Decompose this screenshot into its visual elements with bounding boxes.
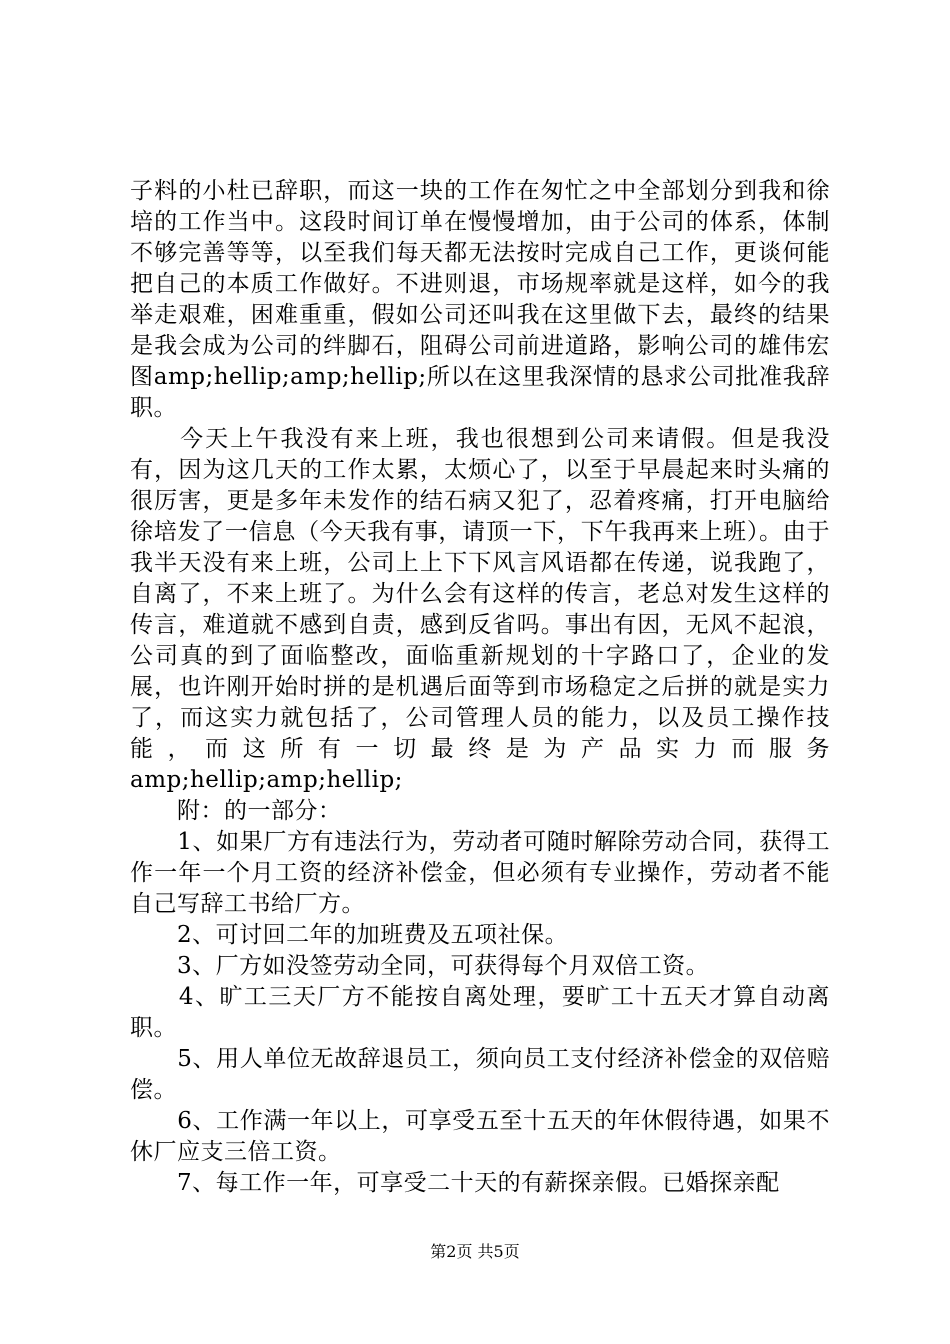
- paragraph-2: 今天上午我没有来上班，我也很想到公司来请假。但是我没有，因为这几天的工作太累，太烦心了，以至于早晨起来时头痛的很厉害，更是多年未发作的结石病又犯了，忍着疼痛，打开电脑给徐培发了一信息（今天我有事，请顶一下，下午我再来上班）。由于我半天没有来上班，公司上上下下风言风语都在传递，说我跑了，自离了，不来上班了。为什么会有这样的传言，老总对发生这样的传言，难道就不感到自责，感到反省吗。事出有因，无风不起浪，公司真的到了面临整改，面临重新规划的十字路口了，企业的发展，也许刚开始时拼的是机遇后面等到市场稳定之后拼的就是实力了，而这实力就包括了，公司管理人员的能力，以及员工操作技能，而这所有一切最终是为产品实力而服务amp;hellip;amp;hellip;: [130, 426, 830, 793]
- paragraph-appendix-heading: 附：的一部分：: [130, 798, 342, 824]
- list-item-4: 4、旷工三天厂方不能按自离处理，要旷工十五天才算自动离职。: [130, 984, 830, 1041]
- list-item-3: 3、厂方如没签劳动全同，可获得每个月双倍工资。: [130, 953, 710, 979]
- list-item-2: 2、可讨回二年的加班费及五项社保。: [130, 922, 569, 948]
- list-item-5: 5、用人单位无故辞退员工，须向员工支付经济补偿金的双倍赔偿。: [130, 1046, 830, 1103]
- paragraph-1: 子料的小杜已辞职，而这一块的工作在匆忙之中全部划分到我和徐培的工作当中。这段时间订单在慢慢增加，由于公司的体系，体制不够完善等等，以至我们每天都无法按时完成自己工作，更谈何能把自己的本质工作做好。不进则退，市场规率就是这样，如今的我举走艰难，困难重重，假如公司还叫我在这里做下去，最终的结果是我会成为公司的绊脚石，阻碍公司前进道路，影响公司的雄伟宏图amp;hellip;amp;hellip;所以在这里我深情的恳求公司批准我辞职。: [130, 178, 830, 421]
- list-item-7: 7、每工作一年，可享受二十天的有薪探亲假。已婚探亲配: [130, 1170, 780, 1196]
- document-body: [130, 176, 830, 1199]
- page-number-footer: 第2页 共5页: [430, 1242, 520, 1261]
- list-item-1: 1、如果厂方有违法行为，劳动者可随时解除劳动合同，获得工作一年一个月工资的经济补偿金，但必须有专业操作，劳动者不能自己写辞工书给厂方。: [130, 829, 830, 917]
- list-item-6: 6、工作满一年以上，可享受五至十五天的年休假待遇，如果不休厂应支三倍工资。: [130, 1108, 830, 1165]
